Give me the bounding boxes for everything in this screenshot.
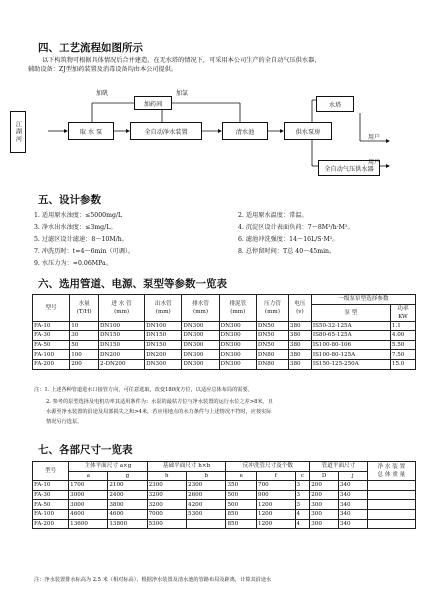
col-drain: 排水管 (mm) [182,295,219,322]
label-add-chlorine: 加氯 [176,90,189,97]
table-row: FA-10 10 DN100 DN100 DN300 DN300 DN50 380 IS50-32-125A 1.1 [33,321,416,331]
param-item: 8. 总停留时间：T总 40～45min。 [238,248,336,255]
node-dosing-room: 加药间 [134,96,172,110]
table-row: FA-50 3000 3800 3200 4200 500 1200 3 300 340 [33,500,416,510]
node-intake-pump: 取 水 泵 [68,122,114,140]
table-row: FA-200 200 2-DN200 DN300 DN300 DN300 DN80 380 IS150-125-250A 15.0 [33,359,416,369]
param-item: 9. 水压力为：≈0.06MPa。 [34,260,112,267]
col-b: b [187,471,226,481]
col-a: a [69,471,108,481]
dimension-note: 注：净水装置排水标高为 2.5 米（相对标高），根据净水装置及清水池的管路布局及距离，计算其沿途水 [34,577,272,583]
col-flow: 水量 (T/H) [70,295,99,322]
label-user-1: 用户 [368,134,381,141]
node-purifier: 全自动净水装置 [130,122,202,140]
col-h: h [147,471,186,481]
col-pipe-level: 管道平面尺寸 [310,462,367,472]
table-row: FA-30 3000 2400 3200 2600 500 900 3 200 340 [33,490,416,500]
node-river: 江湖河 [10,111,26,153]
col-outlet: 出水管 (mm) [145,295,182,322]
pipe-parameter-table [32,294,416,370]
table-note-2c: 情况另行选泵。 [46,419,83,425]
col-backwash: 反冲洗管尺寸及个数 [226,462,310,472]
label-add-alum: 加矾 [96,90,109,97]
col-voltage: 电压 (v) [288,295,311,322]
node-supply-pump: 供水泵房 [284,122,332,140]
dimension-table [32,461,416,529]
table-row: FA-10 1700 2100 2300 2300 350 700 3 200 340 [33,481,416,491]
col-power: 功率 KW [390,304,415,321]
param-item: 2. 适用原水温度：常温。 [238,212,308,219]
table-note-2b: 水源至净水装置的沿途及局部损失之和>4米，若应用地点的水力条件与上述情况不符时，应按实际 [46,409,272,415]
node-water-tower: 水塔 [316,96,354,112]
table-row: FA-30 30 DN150 DN150 DN300 DN300 DN50 380 IS80-65-125A 4.00 [33,331,416,341]
col-g: g [108,471,147,481]
table-row: FA-100 4600 4600 7000 5300 850 1200 4 300 340 [33,509,416,519]
section4-intro-line1: 以下构筑物可根据具体情况后合并建造，在无水塔的情况下，可采用本公司生产的全自动气压供水器， [42,57,321,64]
table-note-2a: 2. 参考的泵型选择及电机功率其适用条件为：水泵的最枯方位与净水装置的运行水位之差>8米，且 [46,399,273,405]
section4-intro-line2: 辅助设备：ZJ型加药装置及消毒设备均由本公司提供。 [28,66,178,73]
col-j: j [338,471,367,481]
col-foundation: 基础平面尺寸 h×b [147,462,226,472]
col-d: D [310,471,339,481]
col-f: f [257,471,296,481]
col-sewage: 排泥管 (mm) [219,295,256,322]
table-note-1: 注：1. 上述各种管道进水口接管方向，可任意选取，改变180度方位，以适应总体布局的需要。 [34,387,253,393]
table-row: FA-100 100 DN200 DN200 DN300 DN300 DN80 380 IS100-80-125A 7.50 [33,350,416,360]
col-c: c [295,471,310,481]
param-item: 7. 冲洗历时：t=4～6min（可调）。 [34,248,135,255]
col-e: e [226,471,257,481]
col-weight: 净 水 装 置 总 体 重 量 [367,462,415,481]
param-item: 4. 沉淀区设计表面负荷：7～8M³/h·M²。 [238,224,354,231]
col-pump-type: 泵 型 [311,304,390,321]
col-model: 型号 [33,295,70,322]
col-inlet: 进 水 管 (mm) [99,295,145,322]
col-pump-group: 一级泵泵型选择参数 [311,295,415,305]
col-footprint: 主体平面尺寸 a×g [69,462,147,472]
section5-title: 五、设计参数 [38,194,101,206]
label-user-2: 用户 [368,159,381,166]
section7-title: 七、各部尺寸一览表 [38,444,133,456]
param-item: 5. 过滤区设计滤速：8～10M/h。 [34,236,128,243]
node-clear-pool: 清水池 [222,122,268,140]
table-row: FA-50 50 DN150 DN150 DN300 DN300 DN50 380 IS100-80-106 5.50 [33,340,416,350]
table-row: FA-200 13600 13800 5300 850 1200 4 300 340 [33,519,416,529]
col-pressure: 压力管 (mm) [256,295,288,322]
node-pressure-supplier: 全自动气压供水器 [318,160,380,176]
section6-title: 六、选用管道、电源、泵型等参数一览表 [38,278,227,290]
col-model: 型号 [33,462,69,481]
param-item: 6. 滤池冲洗强度：14～16L/S·M²。 [238,236,339,243]
param-item: 3. 净水出水浊度：≤3mg/L。 [34,224,117,231]
param-item: 1. 适用原水浊度：≤5000mg/L [34,212,123,219]
section4-title: 四、工艺流程如图所示 [38,42,143,54]
